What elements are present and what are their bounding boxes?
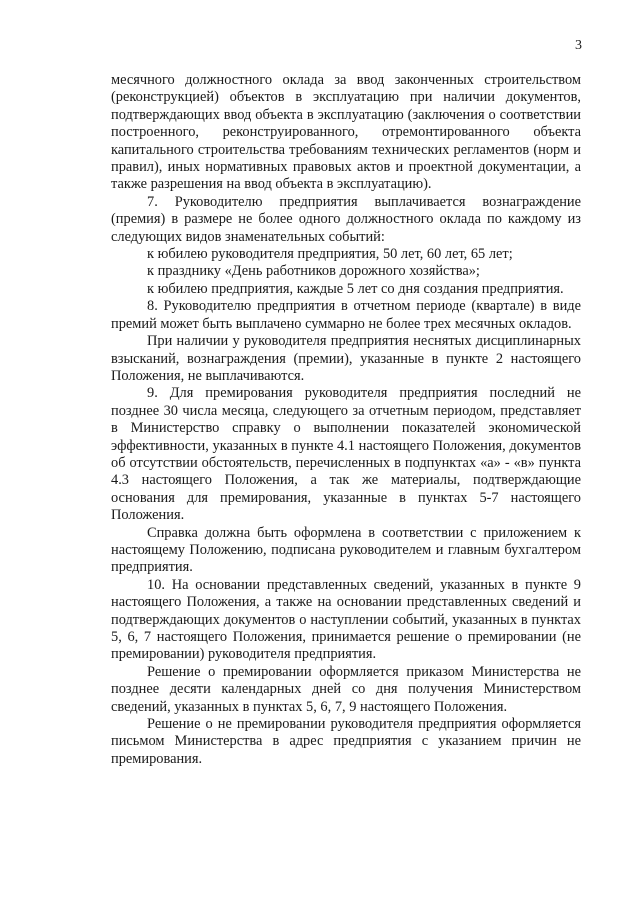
paragraph: 10. На основании представленных сведений, указанных в пункте 9 настоящего Положения, а также на основании представленных сведений и подтверждающих документов о наступлении событий, указанных в пунктах 5, 6, 7 настоящего Положения, принимается решение о премировании (не премировании) руководителя предприятия. [111,576,581,663]
paragraph: Решение о не премировании руководителя предприятия оформляется письмом Министерства в адрес предприятия с указанием причин не премирования. [111,716,581,767]
paragraph: 9. Для премирования руководителя предприятия последний не позднее 30 числа месяца, следующего за отчетным периодом, представляет в Министерство справку о выполнении показателей экономической эффективности, указанных в пункте 4.1 настоящего Положения, документов об отсутствии обстоятельств, перечисленных в подпунктах «а» - «в» пункта 4.3 настоящего Положения, а так же материалы, подтверждающие основания для премирования, указанные в пунктах 5-7 настоящего Положения. [111,385,581,524]
paragraph: месячного должностного оклада за ввод законченных строительством (реконструкцией) объектов в эксплуатацию при наличии документов, подтверждающих ввод объекта в эксплуатацию (заключения о соответствии построенного, реконструированного, отремонтированного объекта капитального строительства требованиям технических регламентов (норм и правил), иных нормативных правовых актов и проектной документации, а также разрешения на ввод объекта в эксплуатацию). [111,72,581,193]
paragraph: При наличии у руководителя предприятия неснятых дисциплинарных взысканий, вознаграждения (премии), указанные в пункте 2 настоящего Положения, не выплачиваются. [111,333,581,384]
paragraph: 8. Руководителю предприятия в отчетном периоде (квартале) в виде премий может быть выплачено суммарно не более трех месячных окладов. [111,298,581,332]
paragraph: Справка должна быть оформлена в соответствии с приложением к настоящему Положению, подписана руководителем и главным бухгалтером предприятия. [111,524,581,576]
paragraph: 7. Руководителю предприятия выплачивается вознаграждение (премия) в размере не более одного должностного оклада по каждому из следующих видов знаменательных событий: [111,193,581,245]
paragraph: к празднику «День работников дорожного хозяйства»; [147,263,480,280]
document-body [111,72,581,768]
page-number: 3 [575,38,582,53]
paragraph: Решение о премировании оформляется приказом Министерства не позднее десяти календарных дней со дня получения Министерством сведений, указанных в пунктах 5, 6, 7, 9 настоящего Положения. [111,663,581,715]
paragraph: к юбилею предприятия, каждые 5 лет со дня создания предприятия. [147,280,564,297]
paragraph: к юбилею руководителя предприятия, 50 лет, 60 лет, 65 лет; [147,246,513,263]
